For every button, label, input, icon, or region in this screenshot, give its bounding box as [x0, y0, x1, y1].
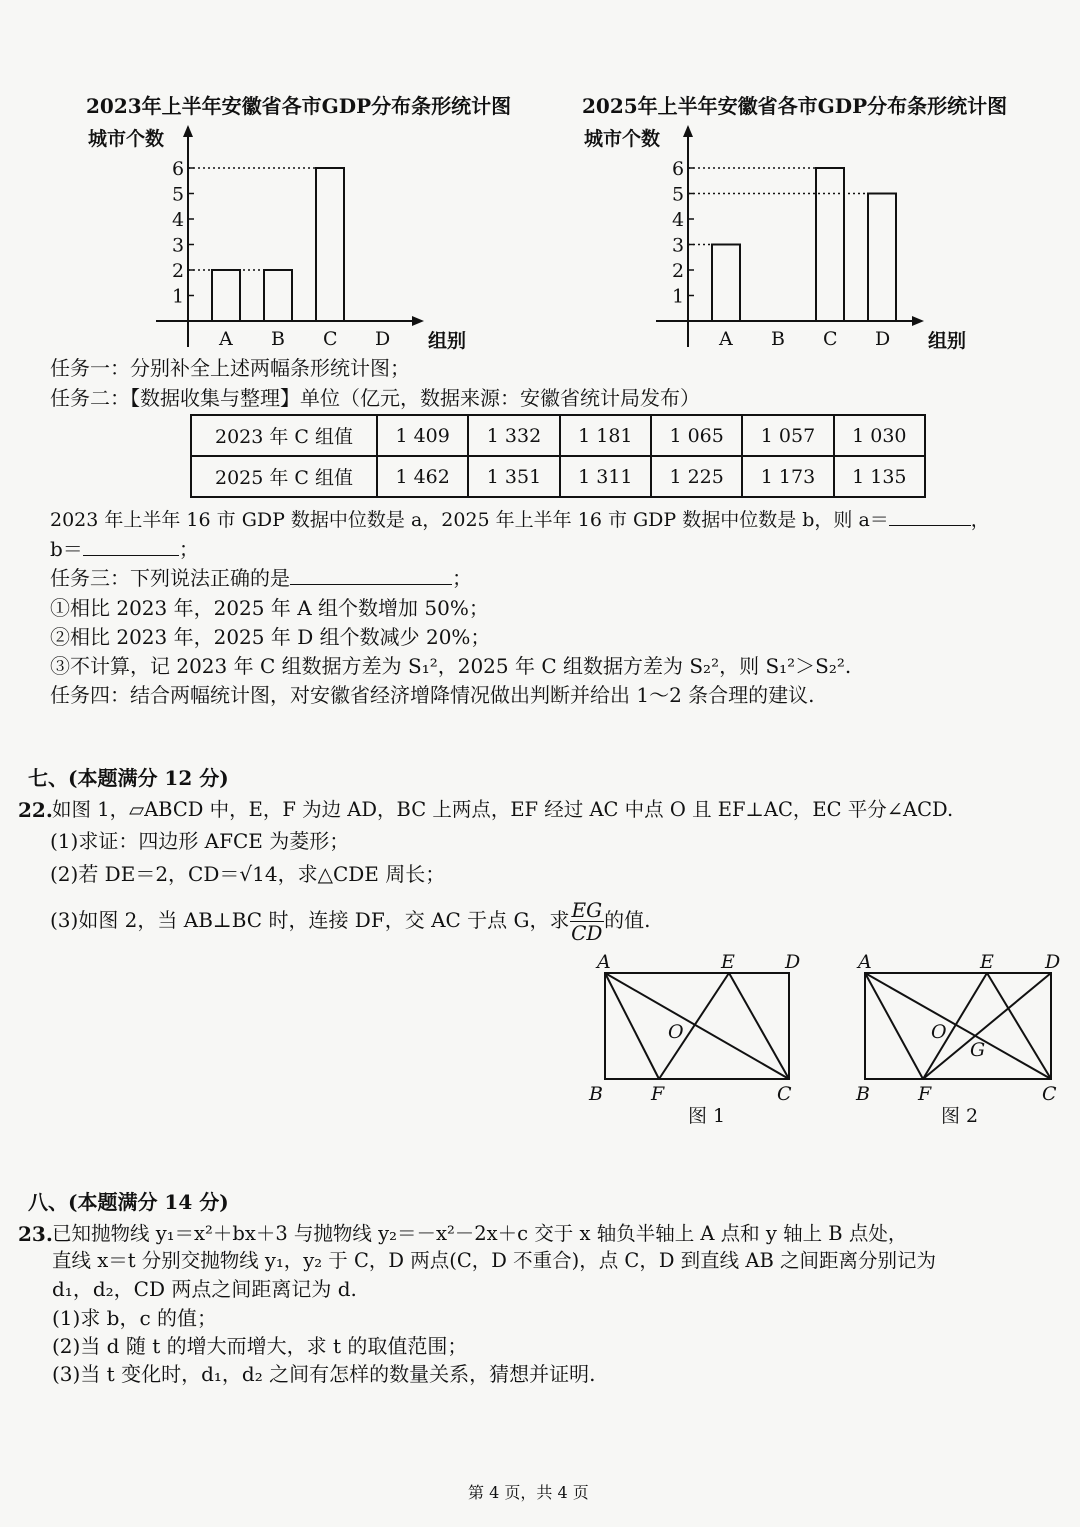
q23-line3: d₁，d₂，CD 两点之间距离记为 d.	[52, 1277, 357, 1301]
q23-part2: (2)当 d 随 t 的增大而增大，求 t 的取值范围；	[52, 1334, 468, 1358]
table-cell: 1 135	[834, 456, 925, 497]
figure-1-caption: 图 1	[688, 1105, 726, 1127]
task3-option3: ③不计算，记 2023 年 C 组数据方差为 S₁²，2025 年 C 组数据方差为 S₂²，则 S₁²＞S₂².	[50, 654, 852, 678]
label-e: E	[980, 951, 994, 973]
x-tick-label: B	[771, 328, 785, 350]
task3-option1: ①相比 2023 年，2025 年 A 组个数增加 50%；	[50, 596, 489, 620]
q22-part1: (1)求证：四边形 AFCE 为菱形；	[50, 829, 350, 853]
table-cell: 1 351	[468, 456, 559, 497]
label-c: C	[777, 1083, 792, 1105]
table-row	[191, 415, 925, 456]
figure-1	[585, 948, 815, 1128]
chart2	[500, 125, 967, 355]
row-label: 2023 年 C 组值	[191, 415, 377, 456]
task3-heading: 任务三：下列说法正确的是	[50, 566, 290, 590]
table-cell: 1 181	[560, 415, 651, 456]
label-a: A	[858, 951, 872, 973]
section7-heading: 七、(本题满分 12 分)	[28, 766, 229, 790]
y-tick-label: 2	[672, 260, 685, 282]
chart2-ylabel: 城市个数	[584, 128, 661, 150]
figure-2-caption: 图 2	[941, 1105, 979, 1127]
label-e: E	[721, 951, 735, 973]
x-tick-label: A	[719, 328, 733, 350]
bar-c	[316, 168, 344, 321]
x-axis-label: 组别	[928, 330, 967, 352]
task3-option2: ②相比 2023 年，2025 年 D 组个数减少 20%；	[50, 625, 491, 649]
y-tick-label: 6	[672, 158, 685, 180]
label-b: B	[589, 1083, 603, 1105]
bar-d	[868, 194, 896, 322]
x-tick-label: D	[875, 328, 891, 350]
x-axis-label: 组别	[428, 330, 467, 352]
task2-heading: 任务二：【数据收集与整理】单位（亿元，数据来源：安徽省统计局发布）	[50, 386, 700, 410]
median-text2: b＝	[50, 537, 83, 561]
table-cell: 1 030	[834, 415, 925, 456]
median-text1: 2023 年上半年 16 市 GDP 数据中位数是 a，2025 年上半年 16 市 GDP 数据中位数是 b，则 a＝	[50, 509, 889, 531]
table-cell: 1 332	[468, 415, 559, 456]
median-line1	[50, 508, 990, 532]
table-cell: 1 409	[377, 415, 468, 456]
label-o: O	[668, 1021, 684, 1043]
y-tick-label: 4	[672, 209, 685, 231]
page-footer: 第 4 页，共 4 页	[468, 1483, 589, 1502]
chart1	[0, 125, 467, 355]
label-f: F	[651, 1083, 665, 1105]
q23-line1: 已知抛物线 y₁＝x²＋bx＋3 与抛物线 y₂＝－x²－2x＋c 交于 x 轴负半轴上 A 点和 y 轴上 B 点处，	[52, 1222, 908, 1245]
q22-part2: (2)若 DE＝2，CD＝√14，求△CDE 周长；	[50, 862, 446, 886]
section8-heading: 八、(本题满分 14 分)	[28, 1190, 229, 1214]
y-tick-label: 1	[172, 285, 185, 308]
table-cell: 1 057	[742, 415, 833, 456]
median-end2: ；	[178, 537, 199, 561]
x-tick-label: D	[375, 328, 391, 350]
bar-b	[264, 270, 292, 321]
answer-blank-task3[interactable]	[290, 584, 452, 585]
x-tick-label: C	[323, 328, 338, 350]
chart2-title: 2025年上半年安徽省各市GDP分布条形统计图	[582, 94, 1008, 118]
q22-part3	[50, 896, 650, 944]
x-tick-label: B	[271, 328, 285, 350]
y-tick-label: 5	[172, 183, 185, 206]
label-o: O	[931, 1021, 947, 1043]
label-c: C	[1042, 1083, 1057, 1105]
y-axis-arrow	[183, 125, 193, 137]
q23-part3: (3)当 t 变化时，d₁，d₂ 之间有怎样的数量关系，猜想并证明.	[52, 1362, 596, 1386]
fraction-denominator: CD	[571, 921, 603, 945]
y-tick-label: 4	[172, 209, 185, 231]
task3-end: ；	[452, 566, 472, 590]
chart1-ylabel: 城市个数	[88, 128, 165, 150]
table-cell: 1 225	[651, 456, 742, 497]
y-axis-arrow	[683, 125, 693, 137]
table-cell: 1 065	[651, 415, 742, 456]
segment-ec	[729, 973, 789, 1079]
x-axis-arrow	[912, 316, 924, 326]
y-tick-label: 5	[672, 183, 685, 206]
answer-blank-b[interactable]	[83, 555, 179, 556]
label-g: G	[970, 1039, 986, 1061]
chart1-title: 2023年上半年安徽省各市GDP分布条形统计图	[86, 94, 512, 118]
q22-part3-end: 的值.	[604, 908, 651, 932]
bar-c	[816, 168, 844, 321]
median-line2	[50, 537, 199, 561]
row-label: 2025 年 C 组值	[191, 456, 377, 497]
q23-part1: (1)求 b，c 的值；	[52, 1306, 218, 1330]
label-a: A	[597, 951, 611, 973]
table-cell: 1 311	[560, 456, 651, 497]
bar-a	[212, 270, 240, 321]
bar-a	[712, 245, 740, 322]
task1: 任务一：分别补全上述两幅条形统计图；	[50, 356, 410, 380]
y-tick-label: 6	[172, 158, 185, 180]
fraction-numerator: EG	[571, 898, 603, 922]
q22-text: 如图 1，▱ABCD 中，E，F 为边 AD，BC 上两点，EF 经过 AC 中点 O 且 EF⊥AC，EC 平分∠ACD.	[52, 798, 954, 821]
q22-part3-text: (3)如图 2，当 AB⊥BC 时，连接 DF，交 AC 于点 G，求	[50, 908, 570, 932]
table-cell: 1 462	[377, 456, 468, 497]
y-tick-label: 1	[672, 285, 685, 308]
label-d: D	[1045, 951, 1061, 973]
q23-number: 23.	[18, 1222, 53, 1246]
label-d: D	[785, 951, 801, 973]
median-end1: ，	[970, 509, 990, 531]
y-tick-label: 3	[172, 234, 185, 257]
q23-line2: 直线 x＝t 分别交抛物线 y₁，y₂ 于 C，D 两点(C，D 不重合)，点 C，D 到直线 AB 之间距离分别记为	[52, 1249, 936, 1272]
task3-line	[50, 566, 472, 590]
x-axis-arrow	[412, 316, 424, 326]
figure-2	[846, 948, 1076, 1128]
gdp-table	[190, 414, 926, 498]
segment-ec	[987, 973, 1051, 1079]
x-tick-label: A	[219, 328, 233, 350]
q22-number: 22.	[18, 798, 53, 822]
table-row	[191, 456, 925, 497]
x-tick-label: C	[823, 328, 838, 350]
label-b: B	[856, 1083, 870, 1105]
answer-blank-a[interactable]	[889, 525, 971, 526]
fraction-eg-cd	[570, 899, 605, 944]
y-tick-label: 3	[672, 234, 685, 257]
label-f: F	[918, 1083, 932, 1105]
y-tick-label: 2	[172, 260, 185, 282]
table-cell: 1 173	[742, 456, 833, 497]
task4: 任务四：结合两幅统计图，对安徽省经济增降情况做出判断并给出 1～2 条合理的建议.	[50, 683, 815, 707]
